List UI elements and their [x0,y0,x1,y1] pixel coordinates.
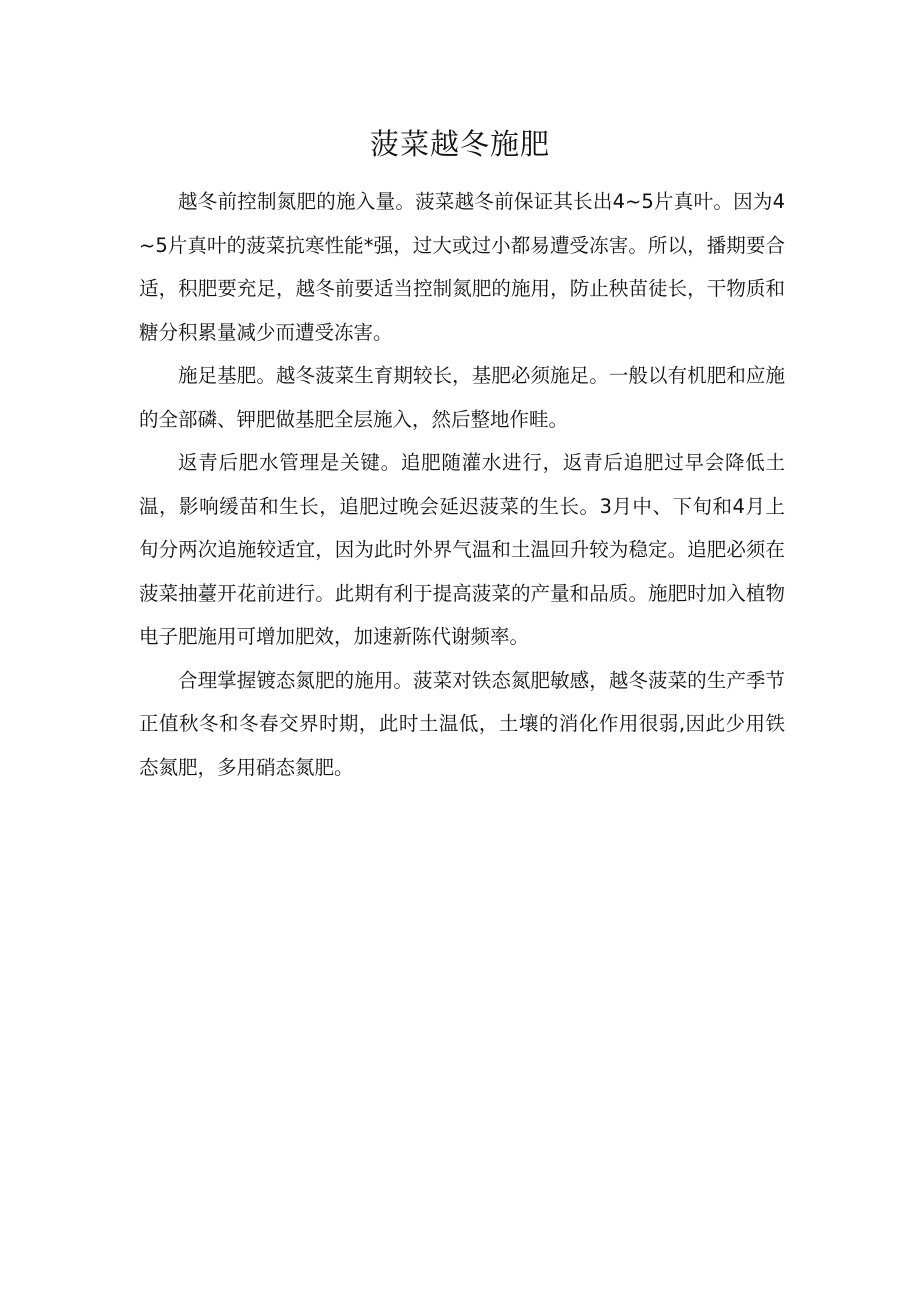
document-body [139,180,785,789]
paragraph-spring-management: 返青后肥水管理是关键。追肥随灌水进行，返青后追肥过早会降低土温，影响缓苗和生长，追肥过晚会延迟菠菜的生长。3月中、下旬和4月上旬分两次追施较适宜，因为此时外界气温和土温回升较为稳定。追肥必须在菠菜抽薹开花前进行。此期有利于提高菠菜的产量和品质。施肥时加入植物电子肥施用可增加肥效，加速新陈代谢频率。 [139,451,785,648]
paragraph-ammonium-nitrogen: 合理掌握镀态氮肥的施用。菠菜对铁态氮肥敏感，越冬菠菜的生产季节正值秋冬和冬春交界时期，此时土温低，土壤的消化作用很弱,因此少用铁态氮肥，多用硝态氮肥。 [139,668,785,779]
document-title: 菠菜越冬施肥 [369,127,550,161]
paragraph-base-fertilizer: 施足基肥。越冬菠菜生育期较长，基肥必须施足。一般以有机肥和应施的全部磷、钾肥做基肥全层施入，然后整地作畦。 [139,364,785,431]
paragraph-nitrogen-control: 越冬前控制氮肥的施入量。菠菜越冬前保证其长出4~5片真叶。因为4~5片真叶的菠菜抗寒性能*强，过大或过小都易遭受冻害。所以，播期要合适，积肥要充足，越冬前要适当控制氮肥的施用，防止秧苗徒长，干物质和糖分积累量减少而遭受冻害。 [139,190,785,344]
